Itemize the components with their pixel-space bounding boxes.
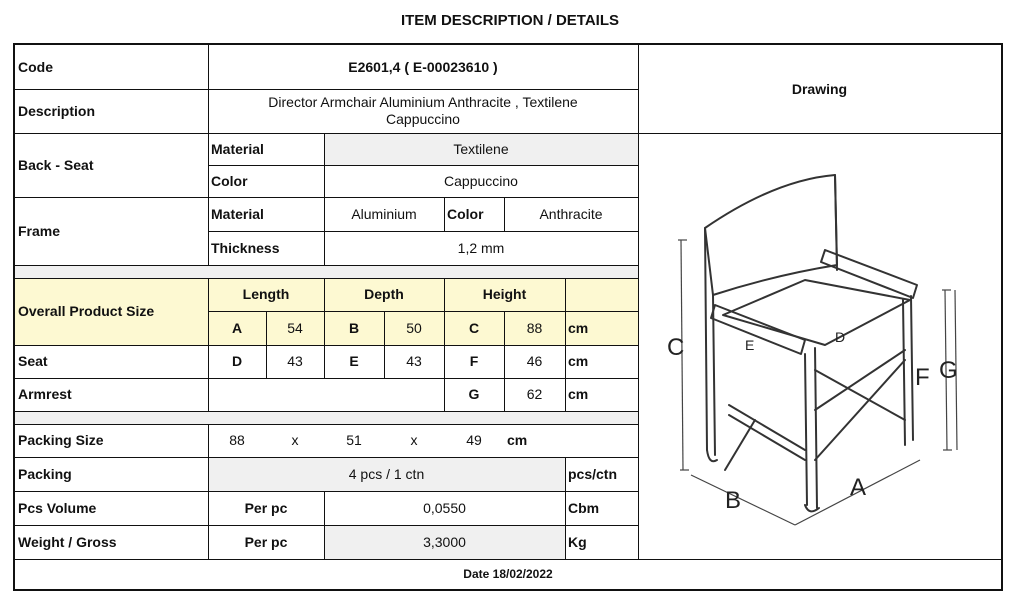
packing-label: Packing (18, 465, 72, 482)
spacer-row-2 (15, 411, 638, 424)
frame-material-label: Material (211, 205, 264, 222)
description-label: Description (18, 102, 96, 119)
dim-f-value: 46 (526, 353, 543, 370)
back-seat-color: Cappuccino (444, 172, 518, 189)
dim-g-value: 62 (526, 386, 543, 403)
dim-f-label: F (469, 353, 479, 370)
dim-label-d: D (835, 329, 846, 345)
packing-size-l: 88 (229, 432, 245, 449)
overall-unit: cm (565, 311, 638, 345)
dim-label-a: A (850, 474, 867, 501)
dim-b-label: B (324, 311, 384, 345)
frame-thickness: 1,2 mm (457, 239, 505, 256)
dim-g-label: G (468, 386, 480, 403)
code-label: Code (18, 58, 53, 75)
packing-size-x2: x (410, 432, 418, 449)
back-seat-label: Back - Seat (18, 156, 94, 173)
armrest-unit: cm (568, 386, 589, 403)
dim-label-b: B (725, 487, 742, 514)
height-header: Height (444, 278, 565, 311)
back-seat-material-label: Material (211, 140, 264, 157)
chair-drawing (655, 160, 985, 550)
packing-size-h: 49 (466, 432, 482, 449)
depth-header: Depth (324, 278, 444, 311)
weight-value: 3,3000 (324, 525, 565, 559)
frame-color: Anthracite (539, 205, 603, 222)
unit-header-empty (565, 278, 638, 311)
dim-label-c: C (667, 334, 685, 361)
page-title: ITEM DESCRIPTION / DETAILS (400, 12, 620, 29)
dim-b-value: 50 (384, 311, 444, 345)
frame-color-label: Color (447, 205, 484, 222)
pcs-volume-label: Pcs Volume (18, 499, 97, 516)
frame-material: Aluminium (351, 205, 417, 222)
pcs-volume-value: 0,0550 (423, 499, 466, 516)
dim-label-e: E (745, 337, 755, 353)
dim-c-label: C (444, 311, 504, 345)
dim-label-f: F (915, 364, 930, 391)
frame-thickness-label: Thickness (211, 239, 280, 256)
armrest-label: Armrest (18, 386, 72, 403)
date-footer: Date 18/02/2022 (463, 566, 553, 581)
packing-size-x1: x (291, 432, 299, 449)
weight-label: Weight / Gross (18, 533, 117, 550)
pcs-volume-unit: Cbm (568, 499, 600, 516)
overall-size-label: Overall Product Size (15, 278, 208, 345)
dim-e-value: 43 (406, 353, 422, 370)
back-seat-material: Textilene (324, 133, 638, 165)
dim-c-value: 88 (504, 311, 565, 345)
back-seat-color-label: Color (211, 172, 248, 189)
packing-value: 4 pcs / 1 ctn (208, 457, 565, 491)
spacer-row (15, 265, 638, 278)
dim-d-value: 43 (287, 353, 303, 370)
drawing-label: Drawing (791, 80, 848, 97)
description-value: Director Armchair Aluminium Anthracite , Textilene Cappuccino (268, 94, 578, 127)
code-value: E2601,4 ( E-00023610 ) (348, 58, 498, 75)
packing-unit: pcs/ctn (568, 465, 618, 482)
seat-label: Seat (18, 353, 48, 370)
weight-unit: Kg (568, 533, 587, 550)
length-header: Length (208, 278, 324, 311)
packing-size-w: 51 (346, 432, 362, 449)
seat-unit: cm (568, 353, 589, 370)
packing-size-unit: cm (507, 432, 528, 449)
frame-label: Frame (18, 222, 61, 239)
dim-d-label: D (231, 353, 243, 370)
packing-size-label: Packing Size (18, 432, 104, 449)
dim-a-value: 54 (266, 311, 324, 345)
weight-per: Per pc (244, 533, 288, 550)
dim-label-g: G (939, 357, 958, 384)
dim-a-label: A (208, 311, 266, 345)
dim-e-label: E (349, 353, 359, 370)
pcs-volume-per: Per pc (244, 499, 288, 516)
